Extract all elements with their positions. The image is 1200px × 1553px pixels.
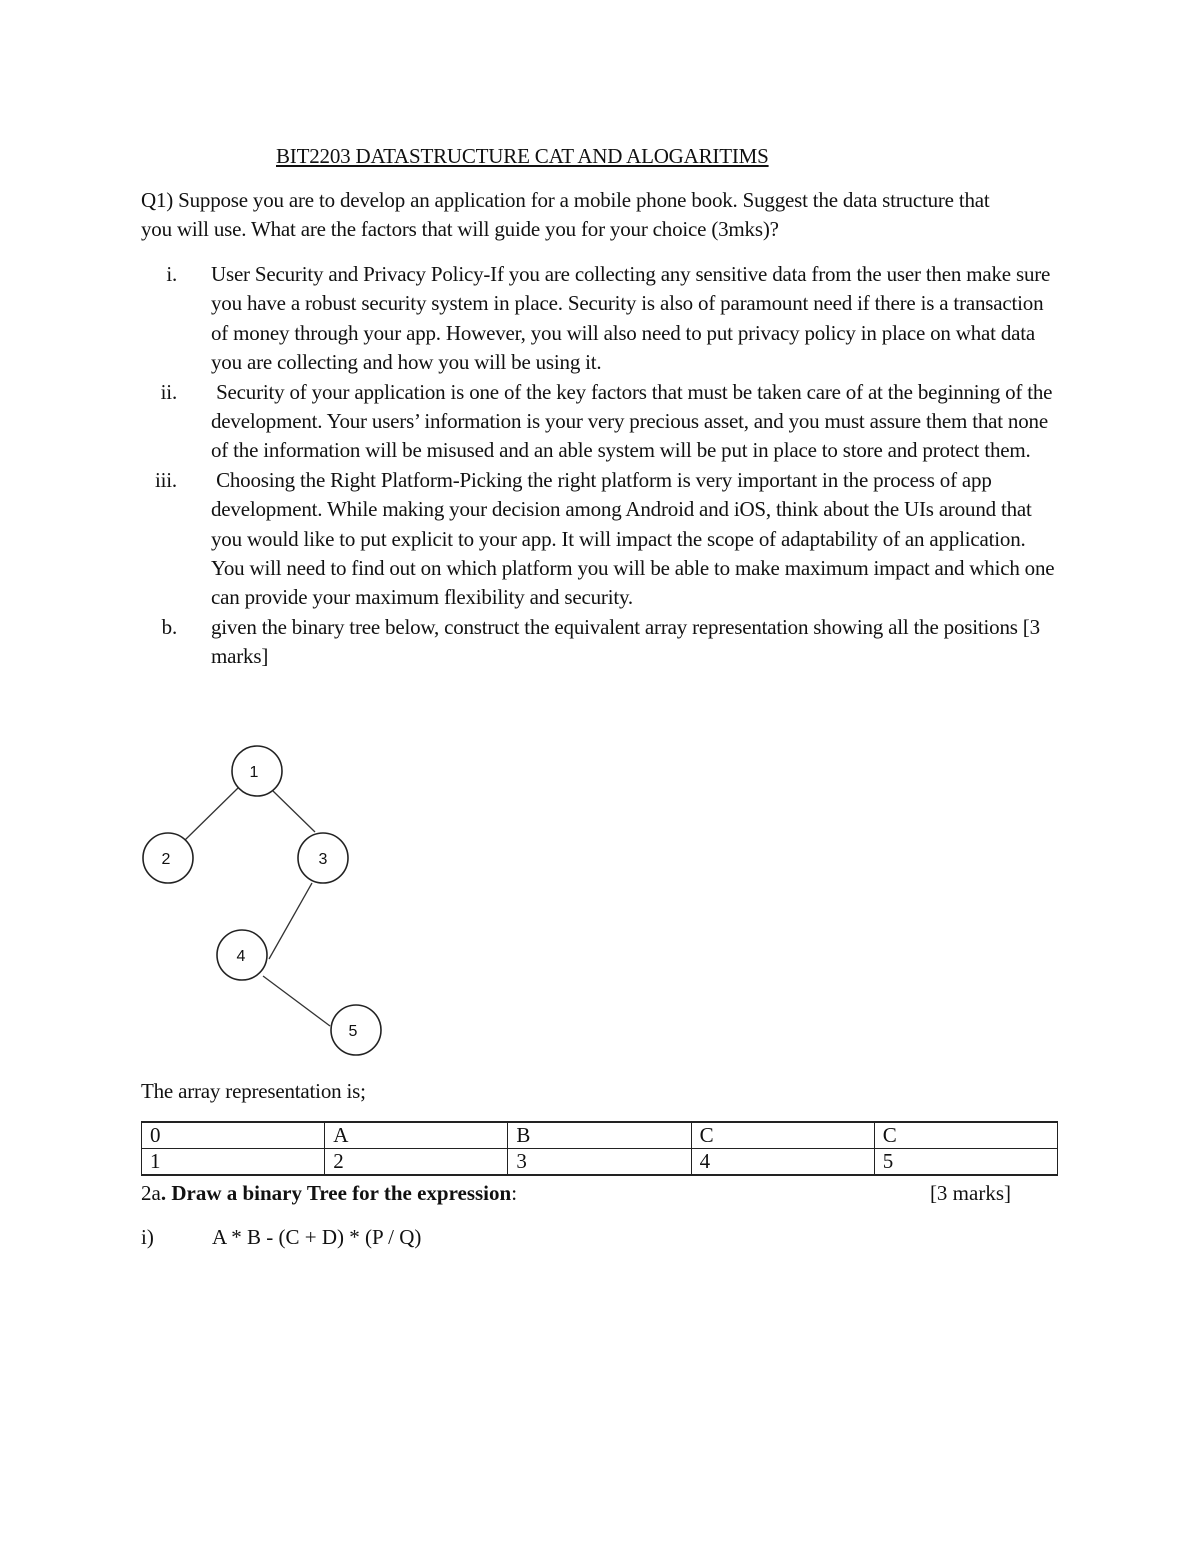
question-2a-marks: [3 marks] <box>929 1181 1011 1205</box>
question-2a-text: Draw a binary Tree for the expression <box>171 1181 512 1205</box>
answer-number: b. <box>161 614 177 639</box>
table-cell: 0 <box>142 1122 325 1149</box>
binary-tree-diagram <box>130 735 400 1065</box>
tree-node-label: 5 <box>348 1023 358 1040</box>
tree-edge-4-5 <box>263 976 330 1026</box>
answer-item <box>141 378 1061 466</box>
answer-item <box>141 260 1061 378</box>
expression-text: A * B - (C + D) * (P / Q) <box>212 1225 422 1249</box>
table-cell: C <box>874 1122 1057 1149</box>
answer-text: User Security and Privacy Policy-If you are collecting any sensitive data from the user then make sure you have a robust security system in place. Security is also of paramount need if there is a transaction of money through your app. However, you will also need to put privacy policy in place on what data you are collecting and how you will be using it. <box>211 262 1051 375</box>
tree-edge-3-4 <box>269 883 312 959</box>
answer-text: given the binary tree below, construct the equivalent array representation showing all the positions [3 marks] <box>211 614 1040 669</box>
table-cell: A <box>325 1122 508 1149</box>
answer-number: i. <box>166 262 177 286</box>
table-cell: 1 <box>142 1149 325 1176</box>
answer-number: ii. <box>160 379 177 404</box>
answer-item <box>141 466 1061 613</box>
table-row <box>142 1149 1058 1176</box>
sub-question-number: i) <box>141 1225 154 1249</box>
table-cell: B <box>508 1122 691 1149</box>
table-cell: 3 <box>508 1149 691 1176</box>
question-2a <box>141 1179 1011 1208</box>
tree-node-label: 2 <box>161 851 171 868</box>
question-1-text: Q1) Suppose you are to develop an application for a mobile phone book. Suggest the data structure that you will use. What are the factors that will guide you for your choice (3mks)? <box>141 188 990 242</box>
question-2a-dot: . <box>160 1181 172 1205</box>
table-cell: C <box>691 1122 874 1149</box>
answer-text: Security of your application is one of the key factors that must be taken care of at the beginning of the development. Your users’ information is your very precious asset, and you must assure them that none of the information will be misused and an able system will be put in place to store and protect them. <box>211 379 1058 463</box>
tree-edge-1-3 <box>273 791 315 832</box>
tree-node-label: 3 <box>318 851 328 868</box>
tree-edge-1-2 <box>185 788 238 840</box>
array-table <box>141 1121 1058 1176</box>
answer-text: Choosing the Right Platform-Picking the right platform is very important in the process of app development. While making your decision among Android and iOS, think about the UIs around that you would like to put explicit to your app. It will impact the scope of adaptability of an application. You will need to find out on which platform you will be able to make maximum impact and which one can provide your maximum flexibility and security. <box>211 467 1060 610</box>
question-2a-number: 2a <box>141 1181 161 1205</box>
answer-number: iii. <box>155 467 177 492</box>
table-cell: 4 <box>691 1149 874 1176</box>
array-caption: The array representation is; <box>141 1079 366 1103</box>
question-2a-colon: : <box>511 1181 518 1205</box>
answer-list <box>141 260 1061 672</box>
table-cell: 5 <box>874 1149 1057 1176</box>
answer-item <box>141 613 1061 672</box>
question-2a-part-i <box>141 1223 422 1252</box>
tree-node-label: 1 <box>249 764 259 781</box>
table-cell: 2 <box>325 1149 508 1176</box>
table-row <box>142 1122 1058 1149</box>
document-title: BIT2203 DATASTRUCTURE CAT AND ALOGARITIMS <box>276 144 769 168</box>
tree-node-label: 4 <box>236 948 246 965</box>
